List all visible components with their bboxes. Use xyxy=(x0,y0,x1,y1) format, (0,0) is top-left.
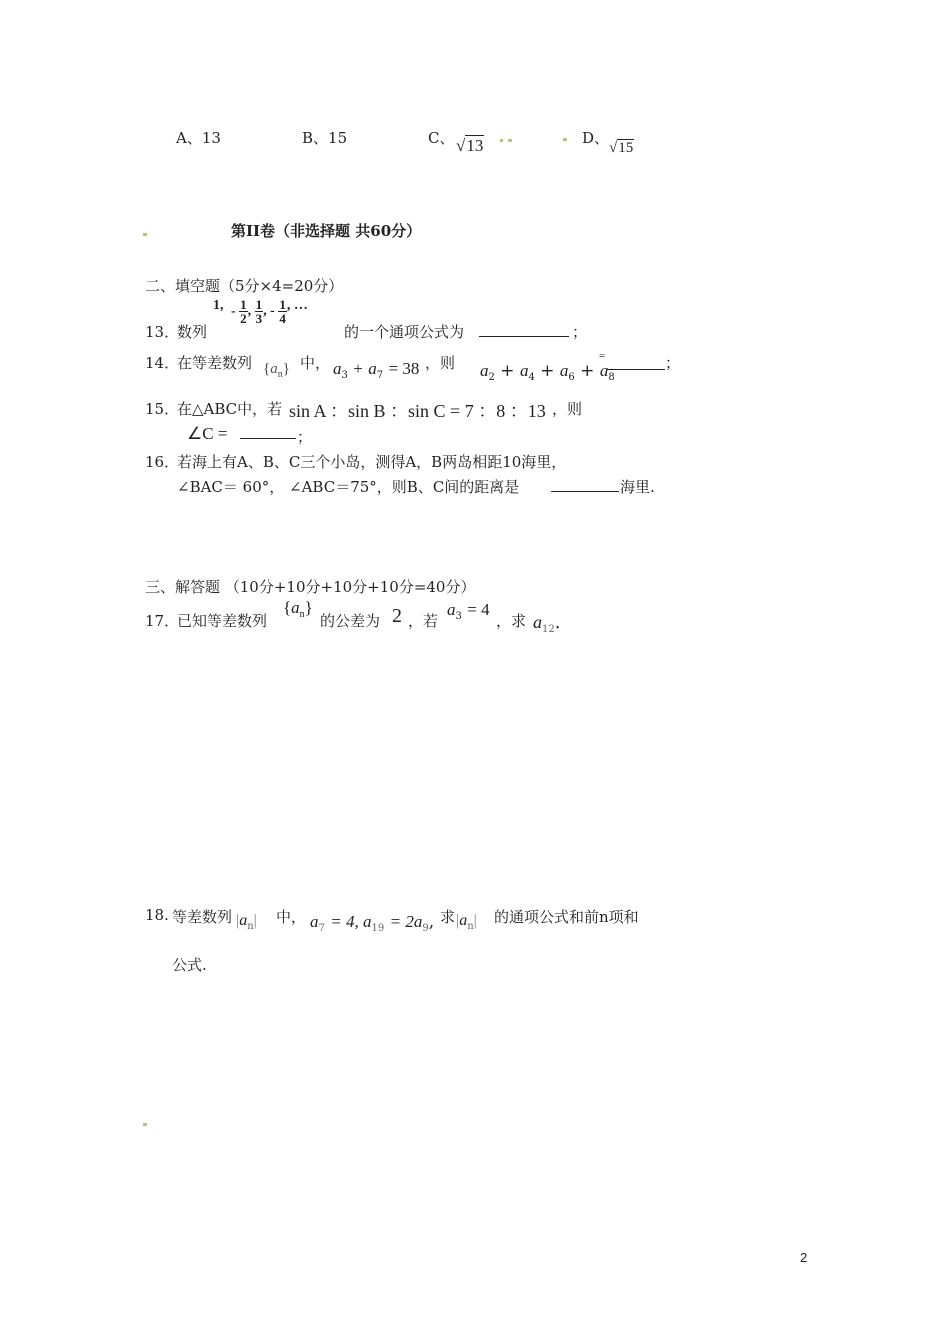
condition-expression: $a_3 = 4$ xyxy=(447,600,490,622)
question-text: 公式. xyxy=(172,956,207,974)
ratio-expression: sin A ：sin B ：sin C = 7 ：8 ：13 xyxy=(289,401,546,421)
scan-dot xyxy=(143,1123,147,1126)
answer-blank[interactable] xyxy=(551,477,619,496)
question-text: 等差数列 xyxy=(172,908,233,926)
question-number: 17． xyxy=(145,612,180,630)
question-text: 求 xyxy=(440,908,456,926)
choice-d: D、 xyxy=(582,129,610,147)
question-text: 中， xyxy=(276,908,307,926)
answer-blank[interactable] xyxy=(607,355,665,374)
question-text: ，求 xyxy=(496,612,527,630)
question-text: 在△ABC中，若 xyxy=(177,400,283,418)
question-text: 在等差数列 xyxy=(177,354,253,372)
question-text: ，若 xyxy=(408,612,439,630)
question-end: ； xyxy=(297,428,313,446)
sequence-set: $\{a_n\}$ xyxy=(263,361,290,380)
answer-blank[interactable] xyxy=(479,322,569,341)
fraction: $\frac{1}{3}$ xyxy=(255,297,263,326)
sequence-expression: 1, - $\frac{1}{2}$ , $\frac{1}{3}$ , - $\frac{1}{4}$ , … xyxy=(213,297,308,326)
choice-c: C、 xyxy=(428,129,455,147)
question-number: 16． xyxy=(145,453,180,471)
question-text: 数列 xyxy=(177,323,208,341)
sqrt-symbol: √15 xyxy=(609,140,634,156)
scan-dot xyxy=(563,138,567,141)
choice-d-value xyxy=(609,138,634,157)
question-text: 的通项公式和前n项和 xyxy=(494,908,639,926)
fraction: $\frac{1}{2}$ xyxy=(240,297,247,326)
question-end: ； xyxy=(665,354,681,372)
scan-dot xyxy=(500,139,503,142)
question-text: 中， xyxy=(300,354,331,372)
page-number: 2 xyxy=(800,1250,808,1265)
target-expression: $a_2 + a_4 + a_6 + a_8$ xyxy=(480,361,615,383)
target-term: $a_{12}$. xyxy=(533,612,561,635)
question-end: ； xyxy=(572,323,588,341)
solve-heading: 三、解答题 （10分+10分+10分+10分=40分） xyxy=(145,578,476,596)
scan-dot xyxy=(143,233,147,236)
section-header: 第II卷（非选择题 共60分） xyxy=(231,222,422,240)
condition-expression: $a_7 = 4$, $a_{19} = 2a_9$, xyxy=(310,912,435,934)
question-text: ∠BAC＝ 60°， ∠ABC＝75°，则B、C间的距离是 xyxy=(177,478,520,496)
question-text: 海里. xyxy=(620,478,655,496)
sequence-set: $|a_n|$ xyxy=(236,912,257,932)
question-text: 的公差为 xyxy=(320,612,381,630)
question-number: 18. xyxy=(145,906,169,924)
angle-expression: ∠C = xyxy=(187,424,228,443)
fill-in-heading: 二、填空题（5分×4=20分） xyxy=(145,277,344,295)
sqrt-symbol: √13 xyxy=(456,136,484,155)
question-number: 13． xyxy=(145,323,180,341)
answer-blank[interactable] xyxy=(240,424,296,443)
choice-b: B、15 xyxy=(302,129,348,147)
question-number: 14． xyxy=(145,354,180,372)
question-text: ，则 xyxy=(552,400,583,418)
equals-sign: = xyxy=(599,350,606,362)
sequence-set: $\{a_n\}$ xyxy=(283,598,313,620)
question-text: 的一个通项公式为 xyxy=(344,323,465,341)
question-number: 15． xyxy=(145,400,180,418)
choice-a: A、13 xyxy=(176,129,221,147)
question-text: 已知等差数列 xyxy=(177,612,268,630)
difference-value: 2 xyxy=(392,605,402,627)
scan-dot xyxy=(508,139,512,142)
choice-c-value xyxy=(456,136,484,156)
condition-expression: $a_3 + a_7 = 38$ xyxy=(333,359,420,381)
question-text: 若海上有A、B、C三个小岛，测得A，B两岛相距10海里， xyxy=(177,453,567,471)
sequence-set: $|a_n|$ xyxy=(456,912,477,932)
question-text: ，则 xyxy=(425,354,456,372)
fraction: $\frac{1}{4}$ xyxy=(279,297,286,326)
